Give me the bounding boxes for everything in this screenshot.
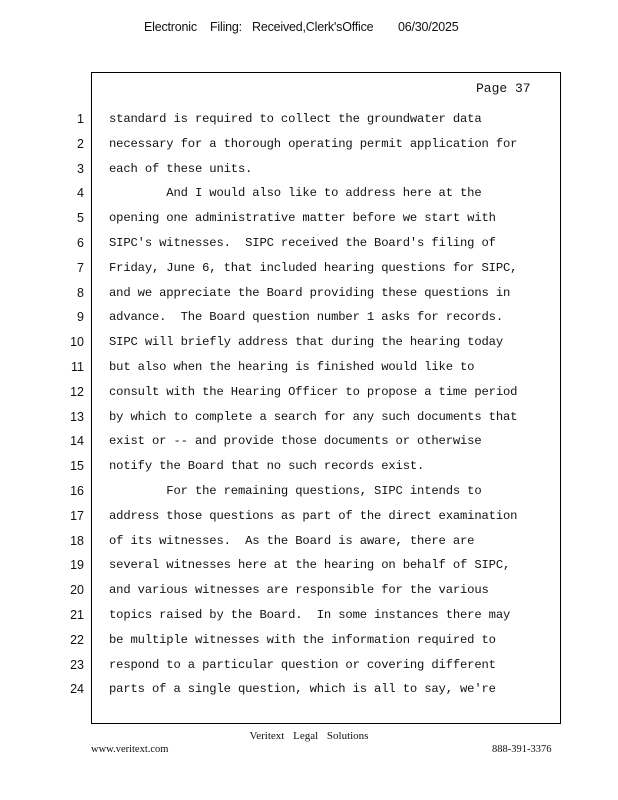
transcript-line: and various witnesses are responsible for the various [109,583,489,598]
line-number: 24 [70,682,84,697]
transcript-line: but also when the hearing is finished would like to [109,359,475,374]
filing-header-status: Received,Clerk'sOffice [252,20,374,34]
transcript-line: exist or -- and provide those documents or otherwise [109,434,482,449]
transcript-line: consult with the Hearing Officer to propose a time period [109,384,518,399]
line-number: 11 [71,359,84,374]
transcript-line: opening one administrative matter before we start with [109,211,496,226]
transcript-line: each of these units. [109,161,253,176]
transcript-line: topics raised by the Board. In some instances there may [109,607,511,622]
footer-website: www.veritext.com [91,744,169,755]
line-number: 3 [77,161,84,176]
line-number: 14 [70,434,84,449]
line-number: 12 [70,384,84,399]
line-number: 8 [77,285,84,300]
line-number: 6 [77,235,84,250]
transcript-line: several witnesses here at the hearing on behalf of SIPC, [109,558,511,573]
line-number: 9 [77,310,84,325]
line-number: 13 [70,409,84,424]
transcript-line: address those questions as part of the direct examination [109,508,518,523]
line-number: 4 [77,186,84,201]
line-number: 15 [70,459,84,474]
line-number: 10 [70,335,84,350]
transcript-line: For the remaining questions, SIPC intends to [109,483,482,498]
transcript-line: by which to complete a search for any such documents that [109,409,518,424]
transcript-line: of its witnesses. As the Board is aware, there are [109,533,475,548]
transcript-line: respond to a particular question or covering different [109,657,496,672]
transcript-line: SIPC's witnesses. SIPC received the Board's filing of [109,235,496,250]
transcript-line: SIPC will briefly address that during the hearing today [109,335,504,350]
footer-company: Veritext Legal Solutions [249,730,369,742]
line-number: 2 [77,136,84,151]
filing-header-filing: Filing: [210,20,242,34]
line-number: 5 [77,211,84,226]
transcript-line: standard is required to collect the groundwater data [109,112,482,126]
transcript-line: notify the Board that no such records exist. [109,459,425,474]
line-number: 19 [70,558,84,573]
transcript-body [109,111,554,706]
transcript-line: And I would also like to address here at the [109,186,482,201]
filing-header-date: 06/30/2025 [398,20,459,34]
line-number: 17 [70,508,84,523]
filing-header-label: Electronic [144,20,197,34]
transcript-line: parts of a single question, which is all to say, we're [109,682,496,697]
transcript-line: and we appreciate the Board providing these questions in [109,285,511,300]
line-number: 18 [70,533,84,548]
transcript-line: be multiple witnesses with the information required to [109,632,496,647]
line-number-column [60,111,84,706]
line-number: 23 [70,657,84,672]
line-number: 7 [77,260,84,275]
transcript-line: necessary for a thorough operating permit application for [109,136,518,151]
line-number: 22 [70,632,84,647]
page-number: Page 37 [476,81,531,96]
transcript-line: advance. The Board question number 1 asks for records. [109,310,504,325]
footer-phone: 888-391-3376 [492,744,552,755]
line-number: 20 [70,583,84,598]
transcript-line: Friday, June 6, that included hearing questions for SIPC, [109,260,518,275]
line-number: 1 [77,112,84,126]
line-number: 16 [70,483,84,498]
line-number: 21 [70,607,84,622]
